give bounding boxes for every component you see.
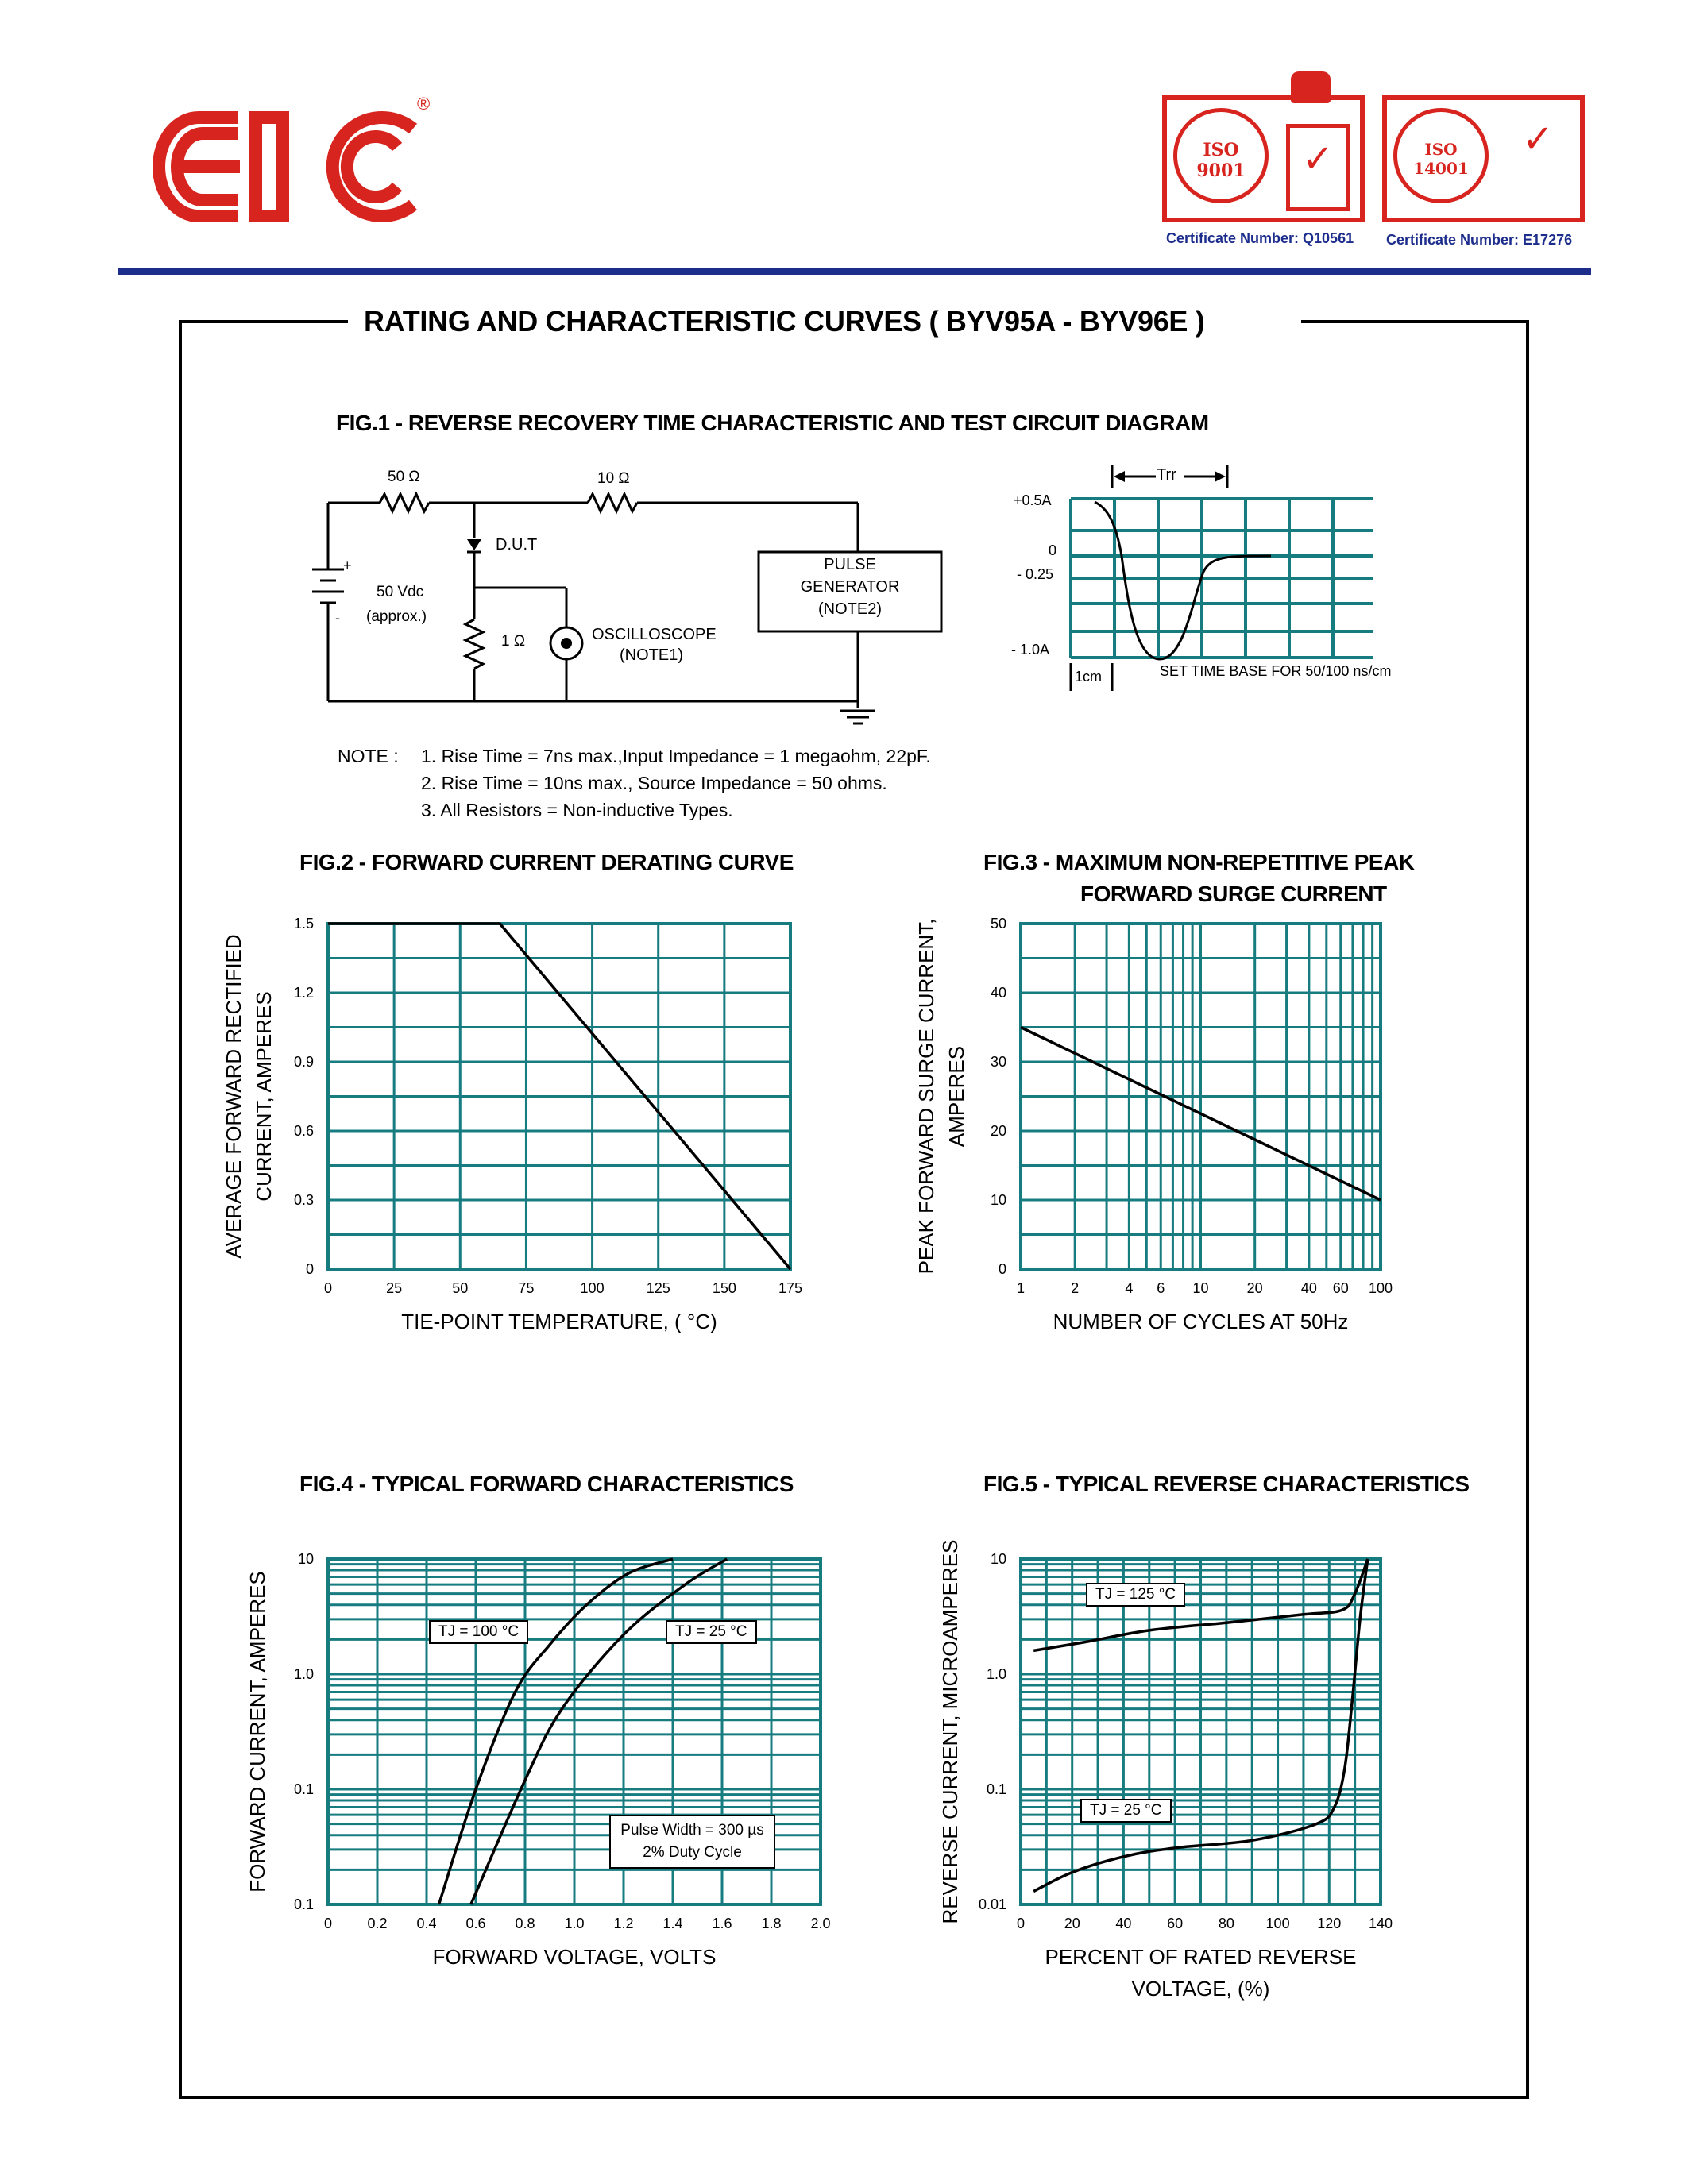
fig3-y-tick-label: 20 (990, 1123, 1006, 1139)
page-title: RATING AND CHARACTERISTIC CURVES ( BYV95A - BYV96E ) (364, 305, 1205, 338)
fig5-y-axis-label: REVERSE CURRENT, MICROAMPERES (938, 1539, 962, 1924)
fig3-x-tick-label: 1 (1016, 1280, 1026, 1296)
fig4-x-tick-label: 0.4 (416, 1916, 437, 1931)
registered-mark: ® (417, 94, 431, 114)
duty-cycle-note: 2% Duty Cycle (643, 1844, 742, 1861)
fig4-annotation (609, 1815, 775, 1869)
fig4-x-tick-label: 2.0 (810, 1916, 831, 1931)
fig4-x-tick-label: 1.0 (564, 1916, 585, 1931)
generator-label: GENERATOR (800, 578, 900, 596)
fig2-y-tick-label: 0 (305, 1261, 314, 1277)
cert-number-2: Certificate Number: E17276 (1386, 232, 1573, 248)
fig5-legend-25: TJ = 25 °C (1080, 1799, 1172, 1823)
fig3-x-tick-label: 6 (1157, 1280, 1165, 1296)
fig4-legend-25: TJ = 25 °C (666, 1620, 757, 1644)
fig1-title: FIG.1 - REVERSE RECOVERY TIME CHARACTERISTIC AND TEST CIRCUIT DIAGRAM (336, 411, 1209, 435)
fig2-y-tick-label: 0.9 (293, 1054, 314, 1070)
r2-label: 10 Ω (597, 470, 630, 487)
fig5-x-tick-label: 20 (1064, 1916, 1080, 1931)
fig3-x-tick-label: 40 (1300, 1280, 1317, 1296)
fig4-x-tick-label: 1.4 (662, 1916, 683, 1931)
iso9001-text: ISO 9001 (1196, 140, 1246, 181)
fig2-x-tick-label: 125 (646, 1280, 670, 1296)
fig5-x-tick-label: 80 (1218, 1916, 1234, 1931)
fig2-y-tick-label: 1.5 (293, 916, 314, 932)
fig3-y-axis-label: PEAK FORWARD SURGE CURRENT, (914, 918, 938, 1275)
oscilloscope-label: OSCILLOSCOPE (592, 626, 717, 643)
wave-label-pos05: +0.5A (1014, 492, 1052, 508)
note-item-1: 1. Rise Time = 7ns max.,Input Impedance = 1 megaohm, 22pF. (421, 746, 931, 766)
wave-label-neg025: - 0.25 (1017, 566, 1054, 582)
note-item-3: 3. All Resistors = Non-inductive Types. (421, 800, 733, 820)
fig2-x-axis-label: TIE-POINT TEMPERATURE, ( °C) (401, 1310, 717, 1333)
scale-label: 1cm (1075, 669, 1103, 685)
fig2-y-tick-label: 0.3 (293, 1192, 314, 1208)
fig4-x-tick-label: 0.6 (465, 1916, 486, 1931)
fig4-x-tick-label: 1.8 (761, 1916, 782, 1931)
fig5-x-tick-label: 0 (1016, 1916, 1026, 1931)
ukas-mark-2: ✓ (1521, 118, 1555, 160)
fig2-grid (328, 924, 790, 1269)
fig3-y-tick-label: 0 (998, 1261, 1006, 1277)
fig3-x-tick-label: 10 (1192, 1280, 1209, 1296)
fig2-x-tick-label: 0 (323, 1280, 333, 1296)
fig5-chart (938, 1540, 1393, 2001)
note-item-2: 2. Rise Time = 10ns max., Source Impedance = 50 ohms. (421, 773, 887, 793)
fig5-legend-125: TJ = 125 °C (1086, 1583, 1185, 1607)
fig3-y-tick-label: 30 (990, 1054, 1006, 1070)
fig2-x-tick-label: 100 (580, 1280, 605, 1296)
r3-label: 1 Ω (501, 633, 526, 650)
fig5-x-tick-label: 120 (1317, 1916, 1342, 1931)
fig2-x-tick-label: 25 (386, 1280, 403, 1296)
approx-label: (approx.) (366, 608, 427, 625)
fig4-y-axis-label: FORWARD CURRENT, AMPERES (245, 1571, 269, 1893)
fig2-x-tick-label: 175 (778, 1280, 803, 1296)
fig2-y-tick-label: 1.2 (293, 985, 314, 1001)
fig2-x-tick-label: 75 (518, 1280, 535, 1296)
fig4-chart (245, 1551, 831, 1969)
fig5-grid (1021, 1559, 1381, 1904)
fig4-x-axis-label: FORWARD VOLTAGE, VOLTS (432, 1945, 717, 1969)
fig3-y-tick-label: 10 (990, 1192, 1006, 1208)
fig5-x-tick-label: 140 (1368, 1916, 1393, 1931)
notes-label: NOTE : (338, 746, 399, 766)
vdc-label: 50 Vdc (377, 584, 424, 600)
fig5-x-tick-label: 60 (1167, 1916, 1184, 1931)
fig4-x-tick-label: 0 (323, 1916, 333, 1931)
fig3-x-tick-label: 20 (1246, 1280, 1263, 1296)
fig3-grid (1021, 924, 1381, 1269)
fig4-y-tick-label: 0.1 (293, 1897, 314, 1912)
fig4-y-tick-label: 1.0 (293, 1666, 314, 1682)
fig2-y-tick-label: 0.6 (293, 1123, 314, 1139)
fig2-title: FIG.2 - FORWARD CURRENT DERATING CURVE (299, 850, 794, 874)
fig3-x-tick-label: 100 (1368, 1280, 1393, 1296)
fig5-x-tick-label: 100 (1265, 1916, 1290, 1931)
cert-number-1: Certificate Number: Q10561 (1166, 230, 1354, 246)
r1-label: 50 Ω (388, 469, 420, 485)
fig3-chart (914, 916, 1393, 1333)
dut-label: D.U.T (496, 536, 538, 554)
fig4-title: FIG.4 - TYPICAL FORWARD CHARACTERISTICS (299, 1472, 794, 1496)
fig4-x-tick-label: 1.6 (712, 1916, 732, 1931)
fig5-title: FIG.5 - TYPICAL REVERSE CHARACTERISTICS (983, 1472, 1470, 1496)
fig4-x-tick-label: 0.2 (367, 1916, 388, 1931)
fig3-title-line1: FIG.3 - MAXIMUM NON-REPETITIVE PEAK (983, 850, 1415, 874)
fig3-y-tick-label: 40 (990, 985, 1006, 1001)
fig2-y-axis-label: AVERAGE FORWARD RECTIFIED (222, 934, 245, 1259)
fig2-x-tick-label: 150 (712, 1280, 736, 1296)
note2-label: (NOTE2) (818, 600, 882, 618)
fig4-x-tick-label: 0.8 (515, 1916, 535, 1931)
battery-minus: - (335, 610, 340, 626)
fig5-x-axis-label: PERCENT OF RATED REVERSE (1045, 1945, 1357, 1969)
fig5-y-tick-label: 0.1 (986, 1781, 1006, 1797)
fig3-title-line2: FORWARD SURGE CURRENT (1080, 882, 1387, 906)
wave-label-zero: 0 (1049, 542, 1057, 558)
fig3-x-tick-label: 4 (1125, 1280, 1134, 1296)
fig5-y-tick-label: 10 (990, 1551, 1006, 1567)
wave-label-neg1: - 1.0A (1011, 642, 1050, 658)
fig3-x-tick-label: 2 (1071, 1280, 1080, 1296)
time-base-label: SET TIME BASE FOR 50/100 ns/cm (1160, 663, 1392, 679)
fig4-y-tick-label: 0.1 (293, 1781, 314, 1797)
fig4-legend-100: TJ = 100 °C (429, 1620, 528, 1644)
fig2-chart (222, 916, 802, 1333)
fig5-y-tick-label: 1.0 (986, 1666, 1006, 1682)
pulse-label: PULSE (824, 556, 876, 573)
pulse-width-note: Pulse Width = 300 µs (620, 1822, 764, 1839)
fig4-x-tick-label: 1.2 (613, 1916, 634, 1931)
note1-label: (NOTE1) (620, 646, 683, 664)
fig3-y-tick-label: 50 (990, 916, 1006, 932)
fig5-y-tick-label: 0.01 (978, 1897, 1006, 1912)
battery-plus: + (343, 558, 352, 573)
trr-label: Trr (1157, 466, 1176, 484)
iso14001-text: ISO 14001 (1413, 140, 1469, 178)
fig2-y-axis-label: CURRENT, AMPERES (252, 991, 276, 1202)
fig5-x-axis-label: VOLTAGE, (%) (1131, 1977, 1270, 2001)
fig2-x-tick-label: 50 (452, 1280, 469, 1296)
fig4-y-tick-label: 10 (297, 1551, 314, 1567)
fig3-x-axis-label: NUMBER OF CYCLES AT 50Hz (1053, 1310, 1349, 1333)
fig3-x-tick-label: 60 (1332, 1280, 1349, 1296)
fig3-y-axis-label: AMPERES (944, 1045, 968, 1148)
ukas-mark-1: ✓ (1286, 124, 1350, 211)
fig5-x-tick-label: 40 (1115, 1916, 1132, 1931)
